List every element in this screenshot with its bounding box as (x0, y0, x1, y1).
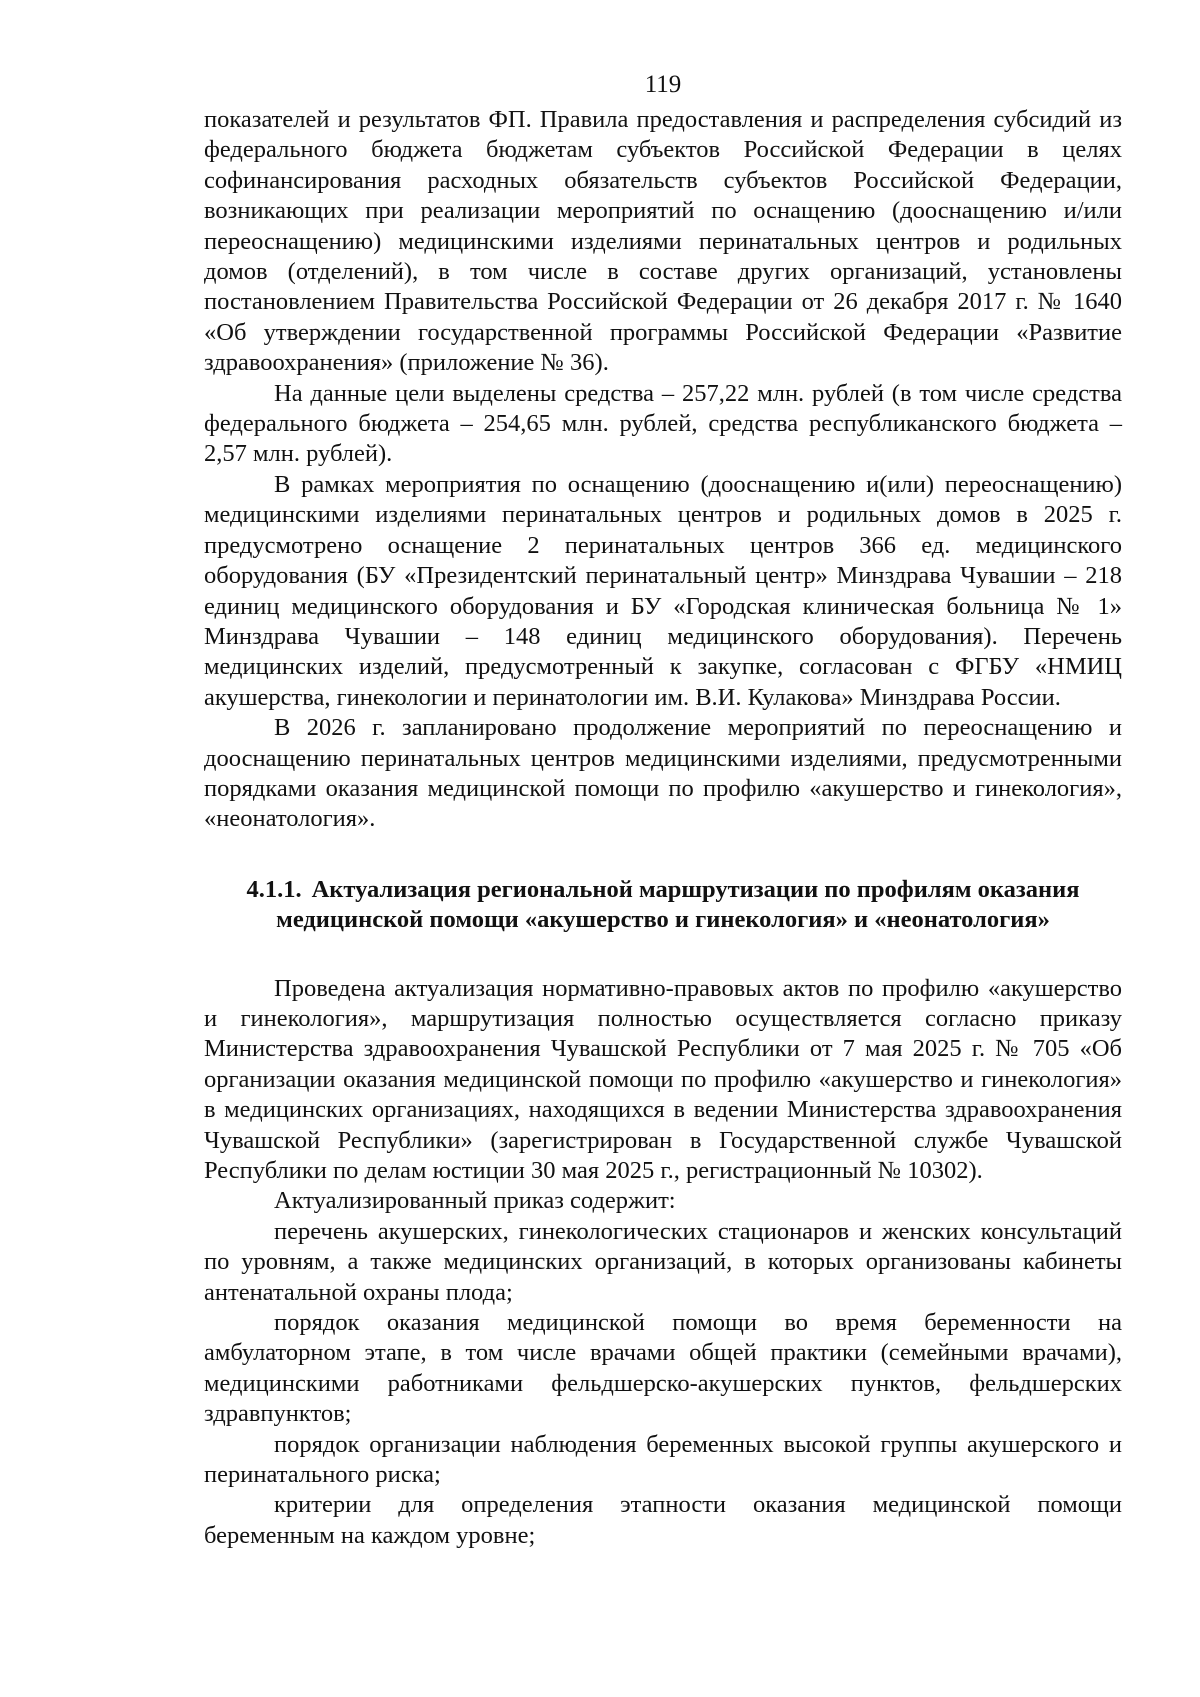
page-number: 119 (644, 71, 682, 98)
list-item-hospitals: перечень акушерских, гинекологических стационаров и женских консультаций по уровням, а также медицинских организаций, в которых организованы кабинеты антенатальной охраны плода; (204, 1217, 1122, 1306)
document-page (204, 70, 1122, 1551)
paragraph-subsidy-rules: показателей и результатов ФП. Правила предоставления и распределения субсидий из федерального бюджета бюджетам субъектов Российской Федерации в целях софинансирования расходных обязательств субъектов Российской Федерации, возникающих при реализации мероприятий по оснащению (дооснащению и/или переоснащению) медицинскими изделиями перинатальных центров и родильных домов (отделений), в том числе в составе других организаций, установлены постановлением Правительства Российской Федерации от 26 декабря 2017 г. № 1640 «Об утверждении государственной программы Российской Федерации «Развитие здравоохранения» (приложение № 36). (204, 106, 1122, 377)
list-item-staging-criteria: критерии для определения этапности оказания медицинской помощи беременным на каждом уровне; (204, 1491, 1122, 1549)
paragraph-order-contents: Актуализированный приказ содержит: (274, 1187, 676, 1215)
paragraph-routing-update: Проведена актуализация нормативно-правовых актов по профилю «акушерство и гинекология», маршрутизация полностью осуществляется согласно приказу Министерства здравоохранения Чувашской Республики от 7 мая 2025 г. № 705 «Об организации оказания медицинской помощи по профилю «акушерство и гинекология» в медицинских организациях, находящихся в ведении Министерства здравоохранения Чувашской Республики» (зарегистрирован в Государственной службе Чувашской Республики по делам юстиции 30 мая 2025 г., регистрационный № 10302). (204, 974, 1122, 1184)
paragraph-equipment-2025: В рамках мероприятия по оснащению (дооснащению и(или) переоснащению) медицинскими изделиями перинатальных центров и родильных домов в 2025 г. предусмотрено оснащение 2 перинатальных центров 366 ед. медицинского оборудования (БУ «Президентский перинатальный центр» Минздрава Чувашии – 218 единиц медицинского оборудования и БУ «Городская клиническая больница № 1» Минздрава Чувашии – 148 единиц медицинского оборудования). Перечень медицинских изделий, предусмотренный к закупке, согласован с ФГБУ «НМИЦ акушерства, гинекологии и перинатологии им. В.И. Кулакова» Минздрава России. (204, 470, 1122, 711)
list-item-high-risk-observation: порядок организации наблюдения беременных высокой группы акушерского и перинатального риска; (204, 1430, 1122, 1489)
section-number: 4.1.1. (246, 875, 302, 903)
section-heading-line-1 (204, 875, 1122, 905)
section-heading (204, 875, 1122, 936)
list-item-outpatient-care: порядок оказания медицинской помощи во время беременности на амбулаторном этапе, в том числе врачами общей практики (семейными врачами), медицинскими работниками фельдшерско-акушерских пунктов, фельдшерских здравпунктов; (204, 1309, 1122, 1428)
section-title-line-1: Актуализация региональной маршрутизации по профилям оказания (311, 875, 1080, 903)
paragraph-plans-2026: В 2026 г. запланировано продолжение мероприятий по переоснащению и дооснащению перинатальных центров медицинскими изделиями, предусмотренными порядками оказания медицинской помощи по профилю «акушерство и гинекология», «неонатология». (204, 714, 1122, 833)
paragraph-funding: На данные цели выделены средства – 257,22 млн. рублей (в том числе средства федерального бюджета – 254,65 млн. рублей, средства республиканского бюджета – 2,57 млн. рублей). (204, 379, 1122, 468)
section-title-line-2: медицинской помощи «акушерство и гинекология» и «неонатология» (276, 906, 1050, 934)
